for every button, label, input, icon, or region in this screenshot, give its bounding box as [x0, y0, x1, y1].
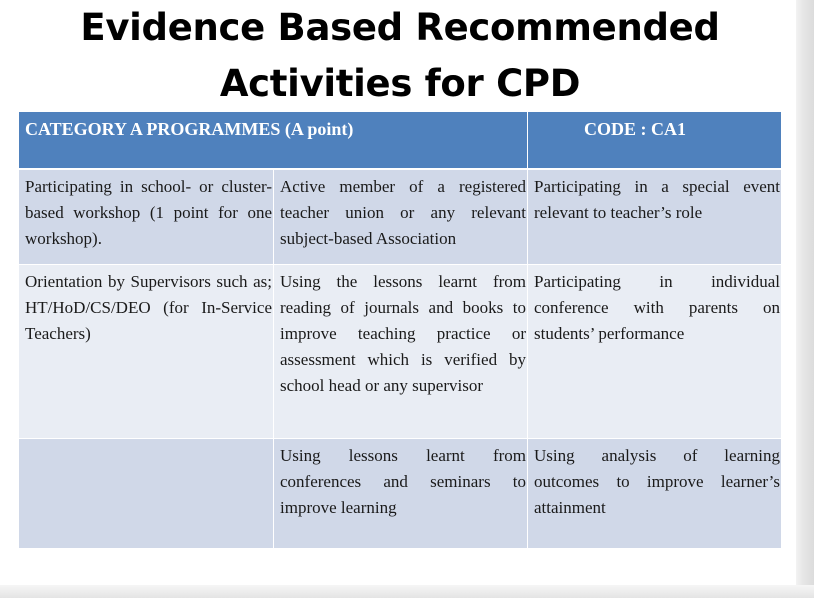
table-cell: Using analysis of learning outcomes to improve learner’s attainment — [528, 439, 782, 549]
category-header: CATEGORY A PROGRAMMES (A point) — [19, 112, 528, 170]
slide-title — [0, 0, 800, 112]
table-cell: Participating in individual conference with parents on students’ performance — [528, 265, 782, 439]
slide-right-edge — [796, 0, 814, 598]
table-cell: Orientation by Supervisors such as; HT/HoD/CS/DEO (for In-Service Teachers) — [19, 265, 274, 439]
table-cell: Participating in a special event relevant to teacher’s role — [528, 169, 782, 265]
table-cell: Active member of a registered teacher union or any relevant subject-based Association — [274, 169, 528, 265]
title-line-1: Evidence Based Recommended — [80, 6, 720, 49]
code-header: CODE : CA1 — [528, 112, 782, 170]
table-row — [19, 439, 782, 549]
table-cell: Participating in school- or cluster-based workshop (1 point for one workshop). — [19, 169, 274, 265]
table-cell: Using the lessons learnt from reading of journals and books to improve teaching practice or assessment which is verified by school head or any supervisor — [274, 265, 528, 439]
table-row — [19, 265, 782, 439]
slide-bottom-edge — [0, 585, 814, 598]
table-header-row — [19, 112, 782, 170]
table-cell — [19, 439, 274, 549]
table-cell: Using lessons learnt from conferences and seminars to improve learning — [274, 439, 528, 549]
cpd-activities-table — [18, 111, 782, 549]
table-row — [19, 169, 782, 265]
title-line-2: Activities for CPD — [219, 62, 581, 105]
